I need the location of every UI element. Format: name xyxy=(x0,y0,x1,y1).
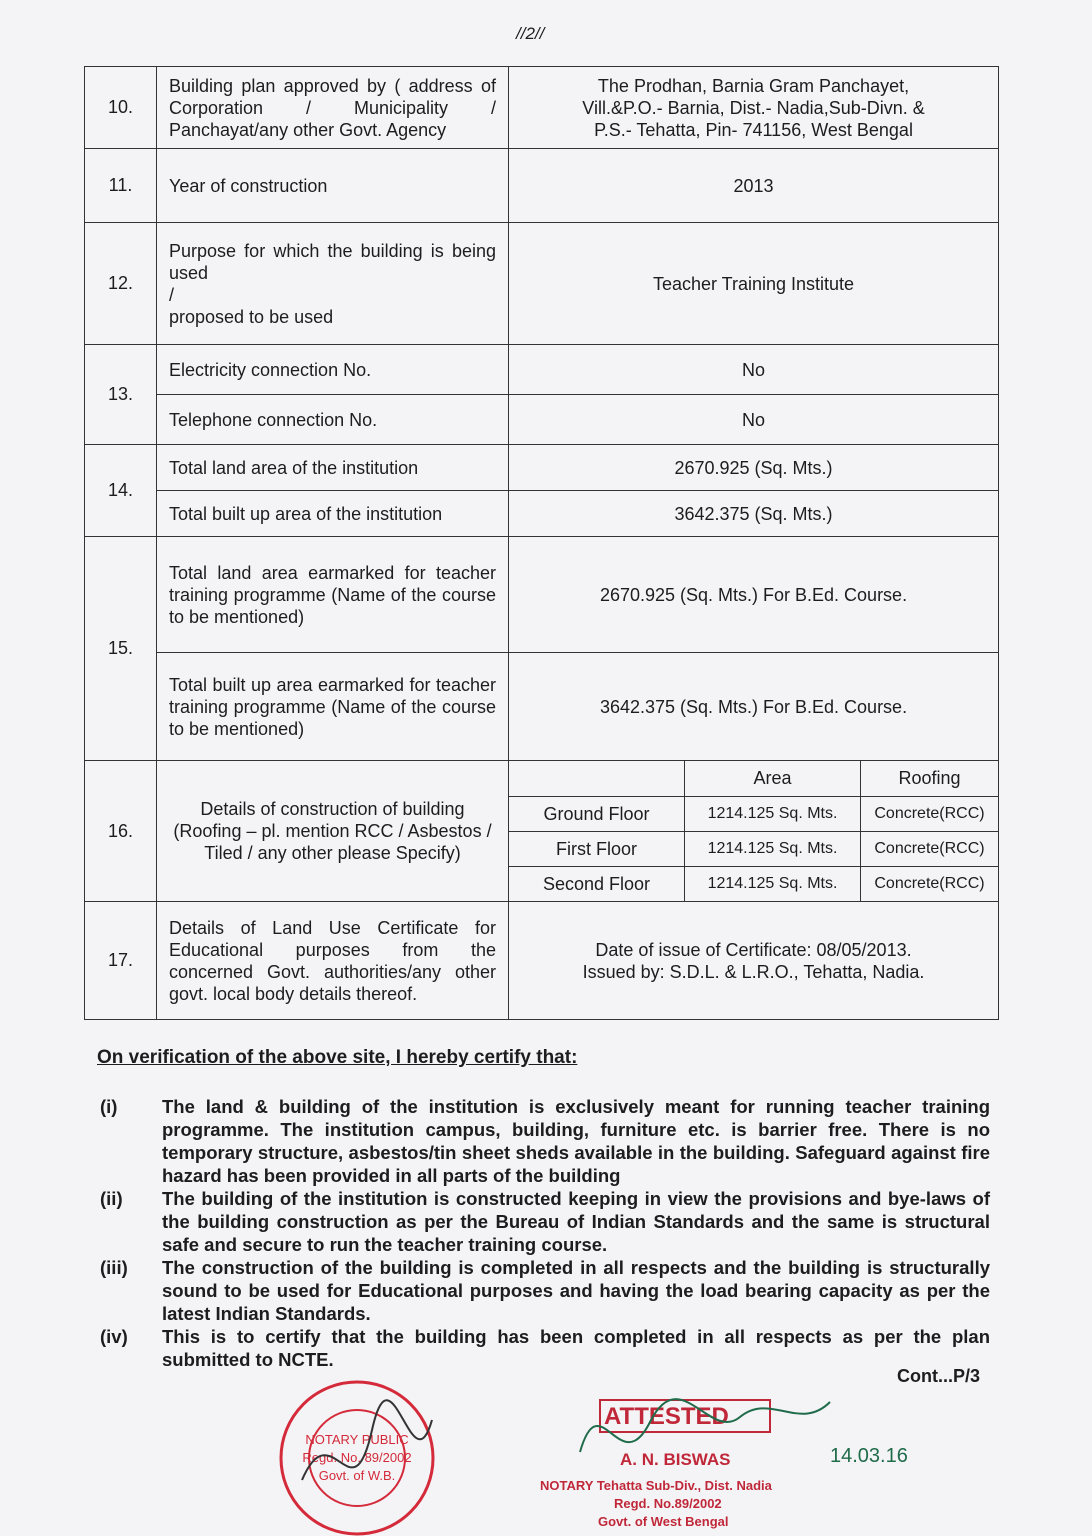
row-number: 17. xyxy=(85,902,157,1020)
row-14b xyxy=(85,491,999,537)
item-marker: (iv) xyxy=(100,1326,128,1347)
item-text: The land & building of the institution is exclusively meant for running teacher training programme. The institution campus, building, furniture etc. is barrier free. There is no temporary structure, asbestos/tin sheet sheds available in the building. Safeguard against fire hazard has been provided in all parts of the building xyxy=(162,1096,990,1186)
continuation-note: Cont...P/3 xyxy=(897,1366,981,1386)
row-label: Details of construction of building (Roofing – pl. mention RCC / Asbestos / Tiled / any other please Specify) xyxy=(157,761,509,902)
row-label: Details of Land Use Certificate for Educational purposes from the concerned Govt. authorities/any other govt. local body details thereof. xyxy=(157,902,509,1020)
floor-roofing: Concrete(RCC) xyxy=(861,797,999,832)
row-number: 16. xyxy=(85,761,157,902)
svg-text:14.03.16: 14.03.16 xyxy=(830,1445,908,1467)
svg-text:A. N. BISWAS: A. N. BISWAS xyxy=(620,1450,731,1469)
row-15a xyxy=(85,537,999,653)
row-number: 14. xyxy=(85,445,157,537)
svg-text:Govt. of W.B.: Govt. of W.B. xyxy=(318,1468,396,1483)
row-value: 3642.375 (Sq. Mts.) For B.Ed. Course. xyxy=(509,653,999,761)
floor-area: 1214.125 Sq. Mts. xyxy=(685,832,861,867)
row-value: 2670.925 (Sq. Mts.) For B.Ed. Course. xyxy=(509,537,999,653)
row-11 xyxy=(85,149,999,223)
floor-header-blank xyxy=(509,761,685,797)
notary-seal xyxy=(262,1370,452,1536)
row-value: No xyxy=(509,395,999,445)
row-13b xyxy=(85,395,999,445)
row-label: Electricity connection No. xyxy=(157,345,509,395)
svg-text:Regd. No. 89/2002: Regd. No. 89/2002 xyxy=(302,1450,412,1465)
svg-text:ATTESTED: ATTESTED xyxy=(604,1403,729,1430)
row-value: The Prodhan, Barnia Gram Panchayet, Vill.&P.O.- Barnia, Dist.- Nadia,Sub-Divn. & P.S.- Tehatta, Pin- 741156, West Bengal xyxy=(509,67,999,149)
row-16-header xyxy=(85,761,999,797)
row-number: 10. xyxy=(85,67,157,149)
svg-text:Regd. No.89/2002: Regd. No.89/2002 xyxy=(614,1496,722,1511)
row-number: 13. xyxy=(85,345,157,445)
floor-name: First Floor xyxy=(509,832,685,867)
svg-text:NOTARY PUBLIC: NOTARY PUBLIC xyxy=(305,1432,409,1447)
row-label: Total land area earmarked for teacher training programme (Name of the course to be mentioned) xyxy=(157,537,509,653)
certification-heading: On verification of the above site, I hereby certify that: xyxy=(97,1047,578,1068)
row-15b xyxy=(85,653,999,761)
row-value: 2013 xyxy=(509,149,999,223)
item-marker: (i) xyxy=(100,1096,118,1117)
attestation-stamp xyxy=(540,1372,940,1536)
row-label: Purpose for which the building is being used / proposed to be used xyxy=(157,223,509,345)
floor-roofing: Concrete(RCC) xyxy=(861,867,999,902)
row-14a xyxy=(85,445,999,491)
item-marker: (iii) xyxy=(100,1257,128,1278)
item-marker: (ii) xyxy=(100,1188,123,1209)
row-value: 2670.925 (Sq. Mts.) xyxy=(509,445,999,491)
row-10 xyxy=(85,67,999,149)
row-label: Total built up area of the institution xyxy=(157,491,509,537)
row-number: 15. xyxy=(85,537,157,761)
floor-name: Second Floor xyxy=(509,867,685,902)
row-value: No xyxy=(509,345,999,395)
svg-text:Govt. of West Bengal: Govt. of West Bengal xyxy=(598,1514,729,1529)
row-value: Teacher Training Institute xyxy=(509,223,999,345)
floor-area: 1214.125 Sq. Mts. xyxy=(685,797,861,832)
item-text: This is to certify that the building has been completed in all respects as per the plan submitted to NCTE. xyxy=(162,1326,990,1370)
row-12 xyxy=(85,223,999,345)
row-label: Total built up area earmarked for teacher training programme (Name of the course to be mentioned) xyxy=(157,653,509,761)
row-number: 12. xyxy=(85,223,157,345)
list-item xyxy=(100,1325,990,1371)
item-text: The construction of the building is completed in all respects and the building is structurally sound to be used for Educational purposes and having the load bearing capacity as per the latest Indian Standards. xyxy=(162,1257,990,1324)
svg-text:NOTARY Tehatta Sub-Div., Dist.: NOTARY Tehatta Sub-Div., Dist. Nadia xyxy=(540,1478,772,1493)
floor-area: 1214.125 Sq. Mts. xyxy=(685,867,861,902)
row-label: Telephone connection No. xyxy=(157,395,509,445)
row-value: Date of issue of Certificate: 08/05/2013. Issued by: S.D.L. & L.R.O., Tehatta, Nadia. xyxy=(509,902,999,1020)
row-value: 3642.375 (Sq. Mts.) xyxy=(509,491,999,537)
list-item xyxy=(100,1187,990,1256)
row-number: 11. xyxy=(85,149,157,223)
item-text: The building of the institution is constructed keeping in view the provisions and bye-laws of the building construction as per the Bureau of Indian Standards and the same is structural safe and secure to run the teacher training course. xyxy=(162,1188,990,1255)
row-label: Building plan approved by ( address of Corporation / Municipality / Panchayat/any other Govt. Agency xyxy=(157,67,509,149)
row-label: Year of construction xyxy=(157,149,509,223)
roofing-header: Roofing xyxy=(861,761,999,797)
floor-name: Ground Floor xyxy=(509,797,685,832)
row-13a xyxy=(85,345,999,395)
row-17 xyxy=(85,902,999,1020)
list-item xyxy=(100,1256,990,1325)
floor-roofing: Concrete(RCC) xyxy=(861,832,999,867)
certification-items xyxy=(100,1095,990,1371)
site-verification-table xyxy=(84,66,999,1020)
list-item xyxy=(100,1095,990,1187)
row-label: Total land area of the institution xyxy=(157,445,509,491)
page-marker: //2// xyxy=(516,24,545,43)
area-header: Area xyxy=(685,761,861,797)
